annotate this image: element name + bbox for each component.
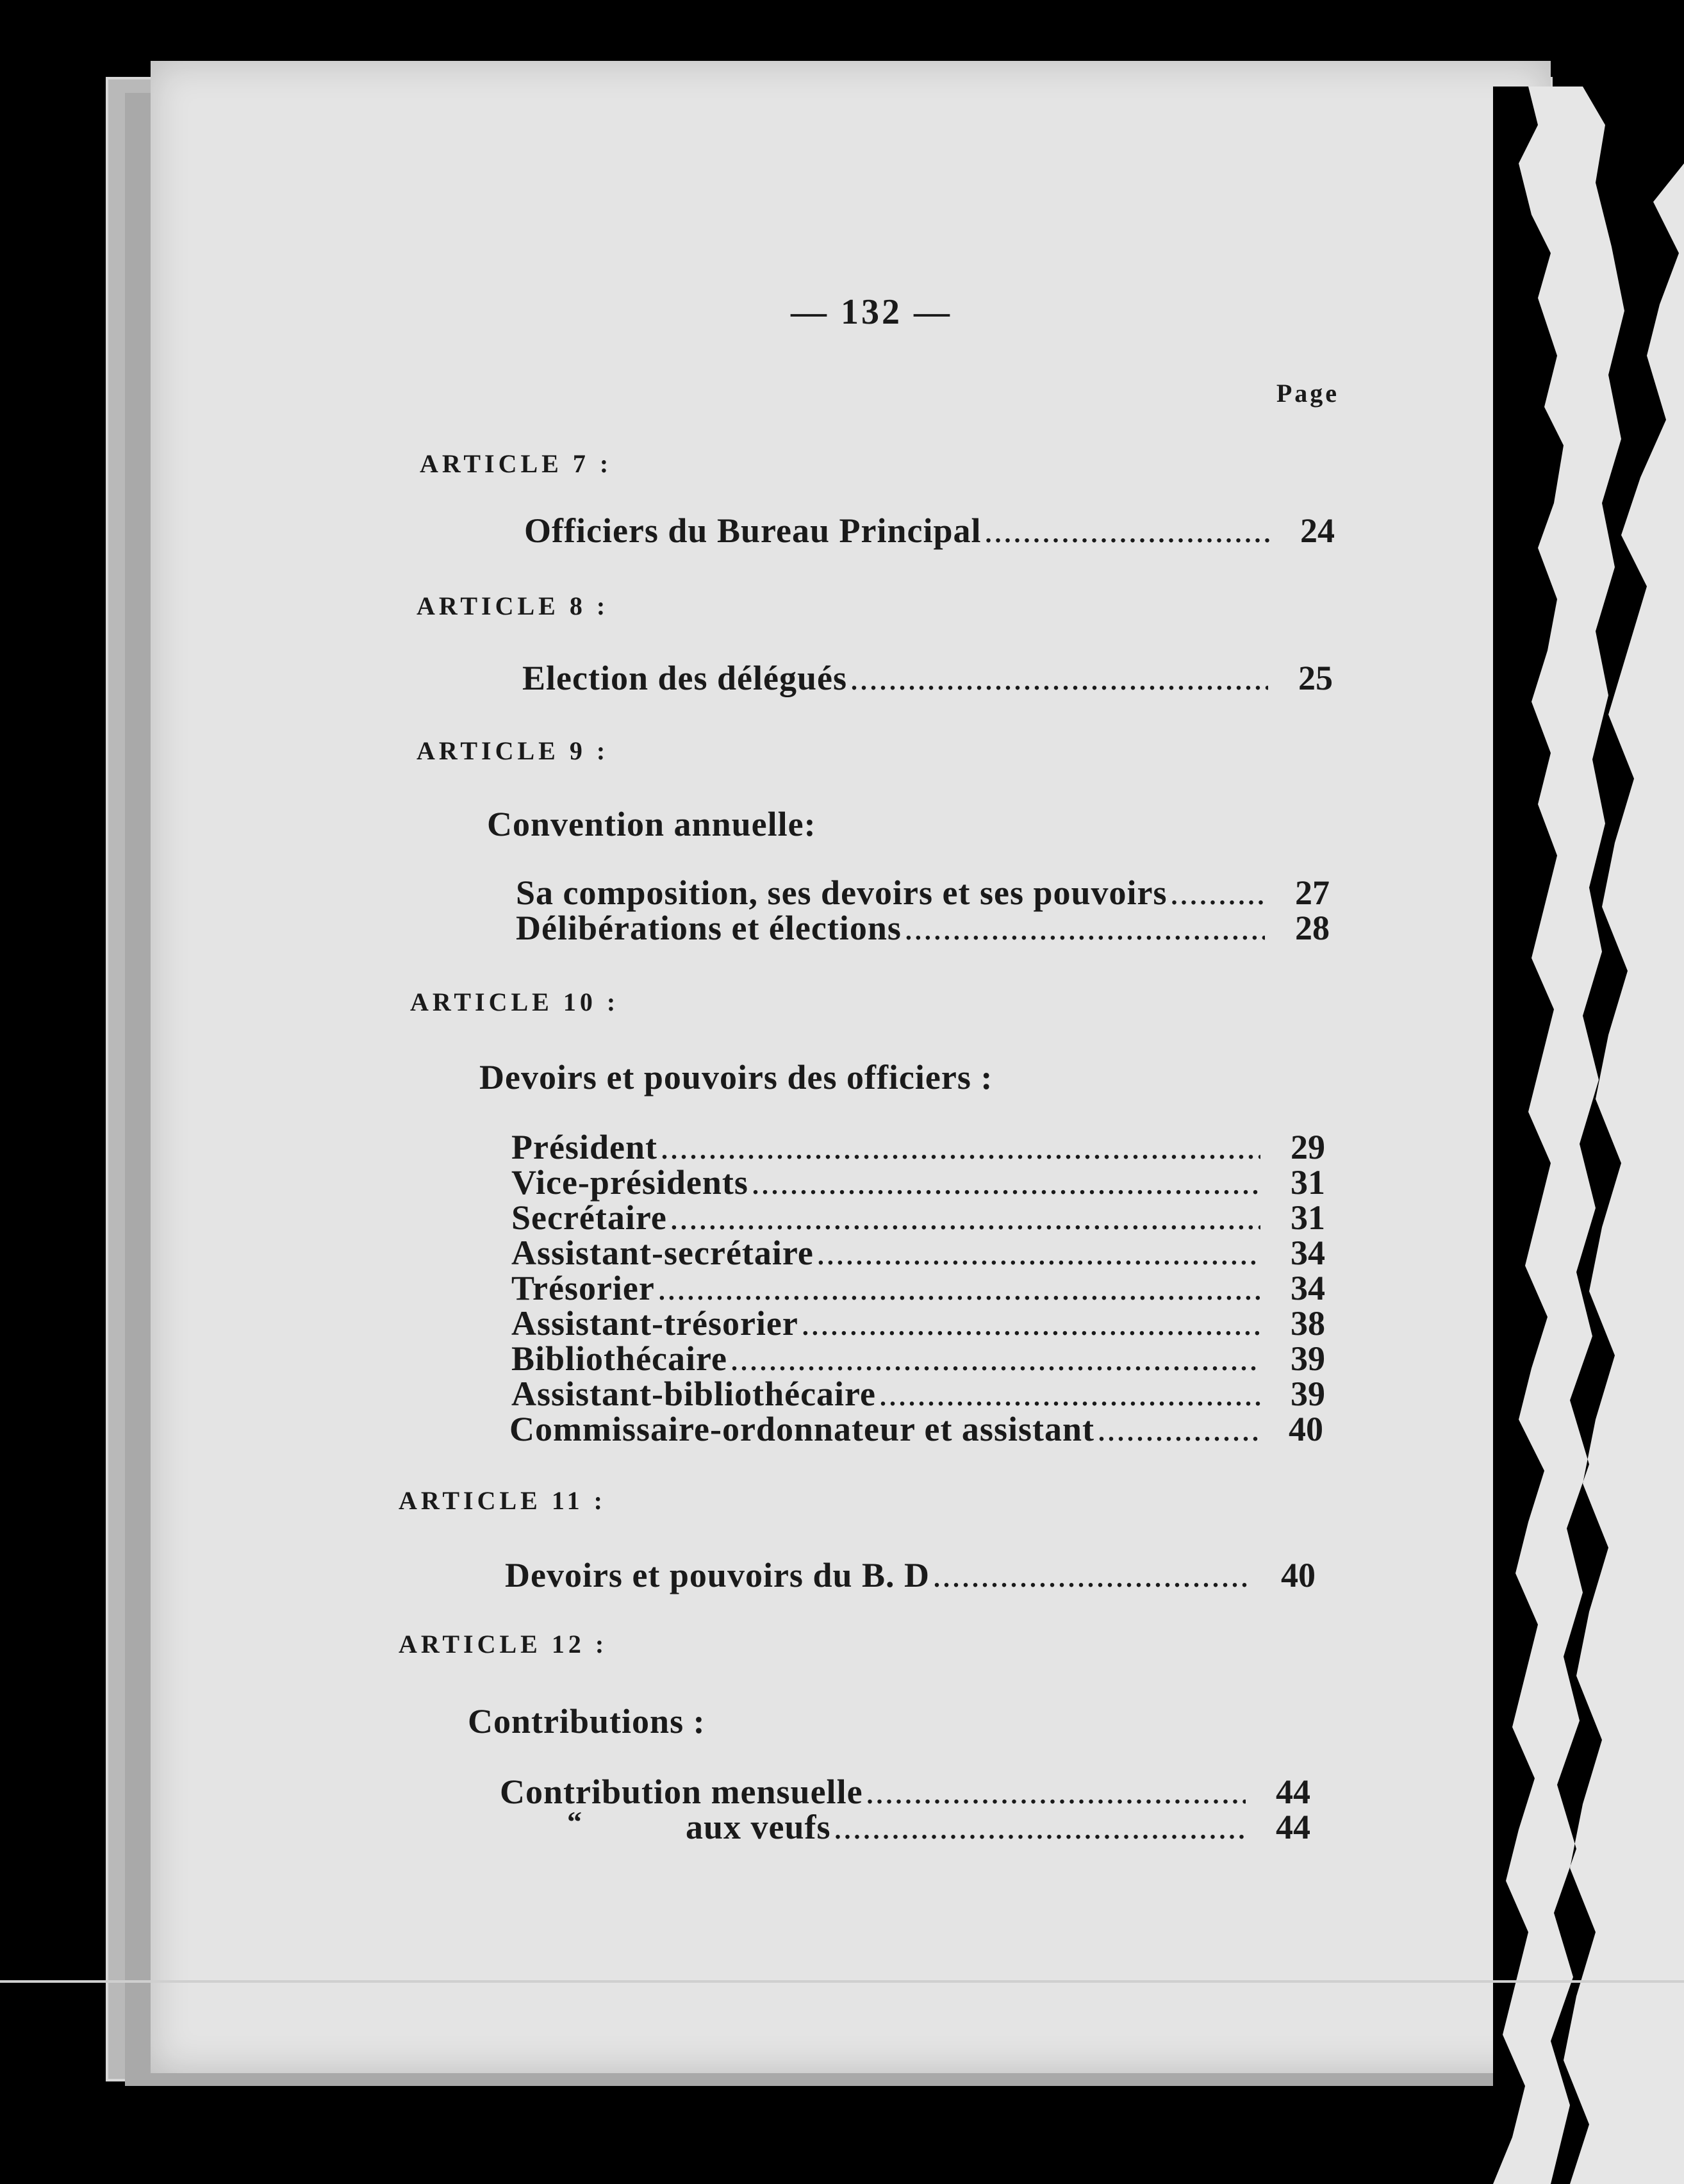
leader-dots (934, 1560, 1251, 1596)
leader-dots (851, 663, 1268, 699)
leader-dots (867, 1777, 1246, 1813)
article-heading: ARTICLE 10 : (410, 988, 620, 1016)
toc-entry-page: 34 (1291, 1269, 1325, 1307)
section-subheading: Contributions : (468, 1702, 706, 1741)
toc-entry[interactable] (524, 513, 1335, 549)
page-number: — 132 — (791, 292, 952, 332)
toc-entry[interactable] (511, 1200, 1325, 1236)
toc-entry[interactable] (500, 1809, 1310, 1845)
toc-entry-title: Secrétaire (511, 1198, 667, 1237)
toc-entry[interactable] (511, 1341, 1325, 1377)
article-heading: ARTICLE 9 : (417, 736, 609, 765)
toc-entry-page: 44 (1276, 1808, 1310, 1846)
article-heading: ARTICLE 12 : (399, 1630, 608, 1659)
toc-entry[interactable] (522, 660, 1333, 696)
toc-entry-title: Contribution mensuelle (500, 1773, 863, 1811)
toc-entry-title: Assistant-secrétaire (511, 1234, 814, 1272)
toc-entry-title: Election des délégués (522, 659, 847, 697)
leader-dots (661, 1132, 1260, 1168)
leader-dots (835, 1812, 1246, 1848)
toc-entry-title: Président (511, 1128, 657, 1166)
toc-entry-page: 40 (1281, 1556, 1316, 1594)
toc-entry-page: 39 (1291, 1339, 1325, 1378)
scan-artifact-line (0, 1980, 1684, 1983)
toc-entry-page: 25 (1298, 659, 1333, 697)
article-heading: ARTICLE 8 : (417, 592, 609, 620)
toc-entry[interactable] (516, 910, 1330, 946)
toc-entry[interactable] (505, 1557, 1316, 1593)
toc-entry-title: Officiers du Bureau Principal (524, 511, 982, 550)
toc-entry-page: 28 (1295, 909, 1330, 947)
toc-entry-title: Trésorier (511, 1269, 655, 1307)
toc-entry-page: 38 (1291, 1304, 1325, 1343)
leader-dots (986, 516, 1271, 552)
toc-entry-page: 40 (1289, 1410, 1323, 1448)
toc-entry-title: Assistant-trésorier (511, 1304, 798, 1343)
toc-entry-title: “ aux veufs (500, 1809, 831, 1845)
toc-entry-title: Commissaire-ordonnateur et assistant (509, 1410, 1094, 1448)
page-column-header: Page (1276, 379, 1339, 408)
toc-entry-page: 29 (1291, 1128, 1325, 1166)
article-heading: ARTICLE 11 : (399, 1486, 606, 1515)
toc-entry[interactable] (511, 1129, 1325, 1165)
toc-entry-page: 27 (1295, 873, 1330, 912)
toc-entry-title: Bibliothécaire (511, 1339, 727, 1378)
toc-entry-page: 34 (1291, 1234, 1325, 1272)
toc-entry[interactable] (511, 1305, 1325, 1341)
leader-dots (752, 1168, 1260, 1204)
leader-dots (1171, 878, 1265, 914)
section-subheading: Convention annuelle: (487, 805, 816, 843)
toc-entry-page: 31 (1291, 1198, 1325, 1237)
leader-dots (1098, 1414, 1259, 1450)
toc-entry[interactable] (511, 1235, 1325, 1271)
toc-entry-title: Vice-présidents (511, 1163, 748, 1202)
toc-entry[interactable] (511, 1164, 1325, 1200)
toc-entry-page: 44 (1276, 1773, 1310, 1811)
section-subheading: Devoirs et pouvoirs des officiers : (479, 1058, 993, 1096)
toc-entry-title: Assistant-bibliothécaire (511, 1375, 877, 1413)
leader-dots (818, 1238, 1260, 1274)
toc-entry-title: Sa composition, ses devoirs et ses pouvoirs (516, 873, 1168, 912)
toc-entry-page: 31 (1291, 1163, 1325, 1202)
toc-entry[interactable] (509, 1411, 1323, 1447)
toc-entry-page: 39 (1291, 1375, 1325, 1413)
torn-page-edge (1493, 87, 1684, 2184)
toc-entry-title: Devoirs et pouvoirs du B. D (505, 1556, 930, 1594)
article-heading: ARTICLE 7 : (420, 449, 613, 478)
toc-entry[interactable] (511, 1376, 1325, 1412)
toc-entry-title: Délibérations et élections (516, 909, 902, 947)
leader-dots (905, 913, 1265, 949)
toc-entry[interactable] (511, 1270, 1325, 1306)
leader-dots (802, 1309, 1260, 1344)
toc-entry[interactable] (516, 875, 1330, 911)
toc-entry-page: 24 (1300, 511, 1335, 550)
toc-entry[interactable] (500, 1774, 1310, 1810)
